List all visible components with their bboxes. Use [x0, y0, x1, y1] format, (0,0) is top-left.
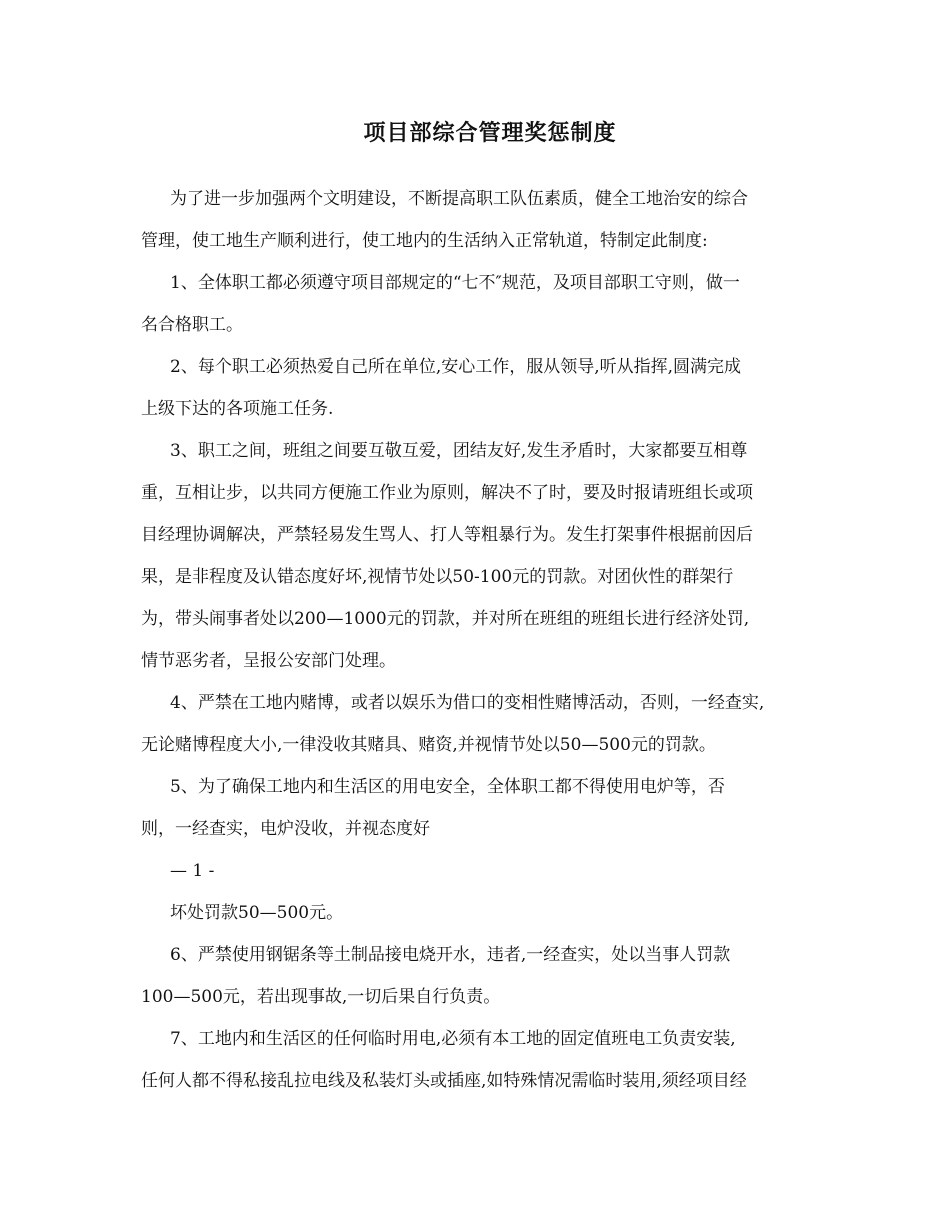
paragraph-line: 4、严禁在工地内赌博，或者以娱乐为借口的变相性赌博活动，否则，一经查实, — [170, 693, 765, 713]
paragraph-line: 2、每个职工必须热爱自己所在单位,安心工作，服从领导,听从指挥,圆满完成 — [170, 357, 742, 377]
paragraph-line: 坏处罚款50—500元。 — [170, 903, 344, 923]
paragraph-line: 100—500元，若出现事故,一切后果自行负责。 — [141, 987, 501, 1007]
paragraph-line: 目经理协调解决，严禁轻易发生骂人、打人等粗暴行为。发生打架事件根据前因后 — [141, 525, 753, 545]
paragraph-line: 重，互相让步，以共同方便施工作业为原则，解决不了时，要及时报请班组长或项 — [141, 483, 753, 503]
paragraph-line: 为，带头闹事者处以200—1000元的罚款，并对所在班组的班组长进行经济处罚, — [141, 609, 750, 629]
paragraph-line: 5、为了确保工地内和生活区的用电安全，全体职工都不得使用电炉等，否 — [170, 777, 725, 797]
paragraph-line: 7、工地内和生活区的任何临时用电,必须有本工地的固定值班电工负责安装, — [170, 1029, 736, 1049]
paragraph-line: 1、全体职工都必须遵守项目部规定的“七不″规范，及项目部职工守则，做一 — [170, 273, 740, 293]
paragraph-line: 名合格职工。 — [141, 315, 243, 335]
page-number: — 1 - — [170, 861, 215, 881]
paragraph-line: 无论赌博程度大小,一律没收其赌具、赌资,并视情节处以50—500元的罚款。 — [141, 735, 716, 755]
paragraph-line: 6、严禁使用钢锯条等土制品接电烧开水，违者,一经查实，处以当事人罚款 — [170, 945, 731, 965]
paragraph-line: 果，是非程度及认错态度好坏,视情节处以50-100元的罚款。对团伙性的群架行 — [141, 567, 734, 587]
paragraph-line: 任何人都不得私接乱拉电线及私装灯头或插座,如特殊情况需临时装用,须经项目经 — [141, 1071, 747, 1091]
paragraph-line: 管理，使工地生产顺利进行，使工地内的生活纳入正常轨道，特制定此制度: — [141, 231, 708, 251]
paragraph-line: 情节恶劣者，呈报公安部门处理。 — [141, 651, 396, 671]
paragraph-line: 为了进一步加强两个文明建设，不断提高职工队伍素质，健全工地治安的综合 — [170, 189, 748, 209]
paragraph-line: 3、职工之间，班组之间要互敬互爱，团结友好,发生矛盾时，大家都要互相尊 — [170, 441, 748, 461]
paragraph-line: 则，一经查实，电炉没收，并视态度好 — [141, 819, 430, 839]
document-title: 项目部综合管理奖惩制度 — [363, 120, 617, 146]
paragraph-line: 上级下达的各项施工任务. — [141, 399, 334, 419]
